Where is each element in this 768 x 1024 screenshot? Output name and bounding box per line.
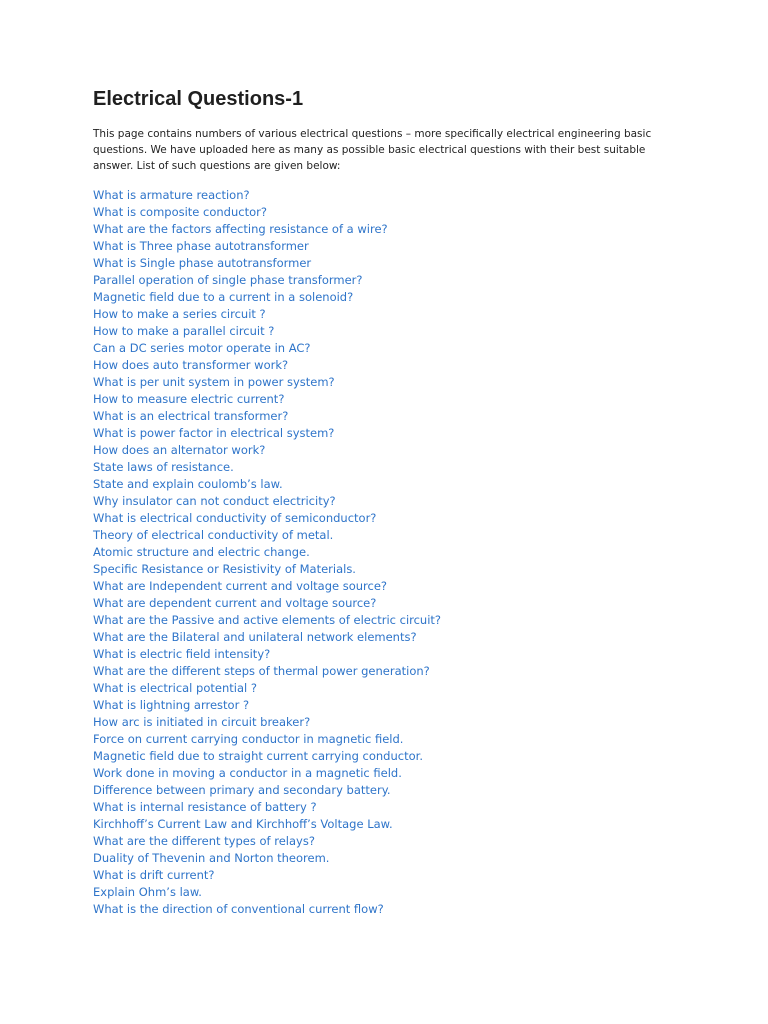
question-link[interactable]: What are the different steps of thermal power generation?	[93, 664, 430, 678]
question-link[interactable]: Magnetic field due to straight current carrying conductor.	[93, 749, 423, 763]
question-link[interactable]: What is internal resistance of battery ?	[93, 800, 317, 814]
question-link[interactable]: What is the direction of conventional current flow?	[93, 902, 384, 916]
question-link[interactable]: Kirchhoff’s Current Law and Kirchhoff’s Voltage Law.	[93, 817, 393, 831]
page-title: Electrical Questions-1	[93, 88, 304, 110]
question-link[interactable]: What is composite conductor?	[93, 205, 267, 219]
question-link[interactable]: What are the Bilateral and unilateral network elements?	[93, 630, 417, 644]
question-link[interactable]: How does an alternator work?	[93, 443, 266, 457]
question-link[interactable]: Difference between primary and secondary battery.	[93, 783, 391, 797]
question-link[interactable]: How to measure electric current?	[93, 392, 285, 406]
question-link[interactable]: What are the Passive and active elements of electric circuit?	[93, 613, 442, 627]
question-link[interactable]: What are the factors affecting resistance of a wire?	[93, 222, 388, 236]
question-link[interactable]: What is electric field intensity?	[93, 647, 271, 661]
question-link[interactable]: Work done in moving a conductor in a magnetic field.	[93, 766, 402, 780]
question-list	[93, 187, 441, 918]
question-link[interactable]: What is per unit system in power system?	[93, 375, 335, 389]
question-link[interactable]: What is electrical potential ?	[93, 681, 257, 695]
question-link[interactable]: What are the different types of relays?	[93, 834, 315, 848]
question-link[interactable]: How does auto transformer work?	[93, 358, 289, 372]
question-link[interactable]: State and explain coulomb’s law.	[93, 477, 283, 491]
question-link[interactable]: What is an electrical transformer?	[93, 409, 289, 423]
question-link[interactable]: What are dependent current and voltage source?	[93, 596, 377, 610]
question-link[interactable]: What is Single phase autotransformer	[93, 256, 312, 270]
question-link[interactable]: Why insulator can not conduct electricity?	[93, 494, 336, 508]
question-link[interactable]: How arc is initiated in circuit breaker?	[93, 715, 311, 729]
question-link[interactable]: Can a DC series motor operate in AC?	[93, 341, 311, 355]
intro-paragraph: This page contains numbers of various electrical questions – more specifically electrical engineering basic questions. We have uploaded here as many as possible basic electrical questions with their best suitable answer. List of such questions are given below:	[93, 128, 652, 172]
question-link[interactable]: Specific Resistance or Resistivity of Materials.	[93, 562, 356, 576]
question-link[interactable]: What is Three phase autotransformer	[93, 239, 309, 253]
question-link[interactable]: Duality of Thevenin and Norton theorem.	[93, 851, 330, 865]
question-link[interactable]: What is lightning arrestor ?	[93, 698, 250, 712]
question-link[interactable]: How to make a series circuit ?	[93, 307, 266, 321]
question-link[interactable]: What is electrical conductivity of semiconductor?	[93, 511, 377, 525]
question-link[interactable]: Explain Ohm’s law.	[93, 885, 202, 899]
question-link[interactable]: What is armature reaction?	[93, 188, 250, 202]
question-link[interactable]: What is power factor in electrical system?	[93, 426, 335, 440]
question-link[interactable]: Parallel operation of single phase transformer?	[93, 273, 363, 287]
question-link[interactable]: Magnetic field due to a current in a solenoid?	[93, 290, 354, 304]
question-link[interactable]: Force on current carrying conductor in magnetic field.	[93, 732, 404, 746]
question-link[interactable]: How to make a parallel circuit ?	[93, 324, 275, 338]
question-link[interactable]: Theory of electrical conductivity of metal.	[93, 528, 334, 542]
question-link[interactable]: What is drift current?	[93, 868, 215, 882]
question-link[interactable]: Atomic structure and electric change.	[93, 545, 310, 559]
question-link[interactable]: What are Independent current and voltage source?	[93, 579, 388, 593]
question-link[interactable]: State laws of resistance.	[93, 460, 234, 474]
